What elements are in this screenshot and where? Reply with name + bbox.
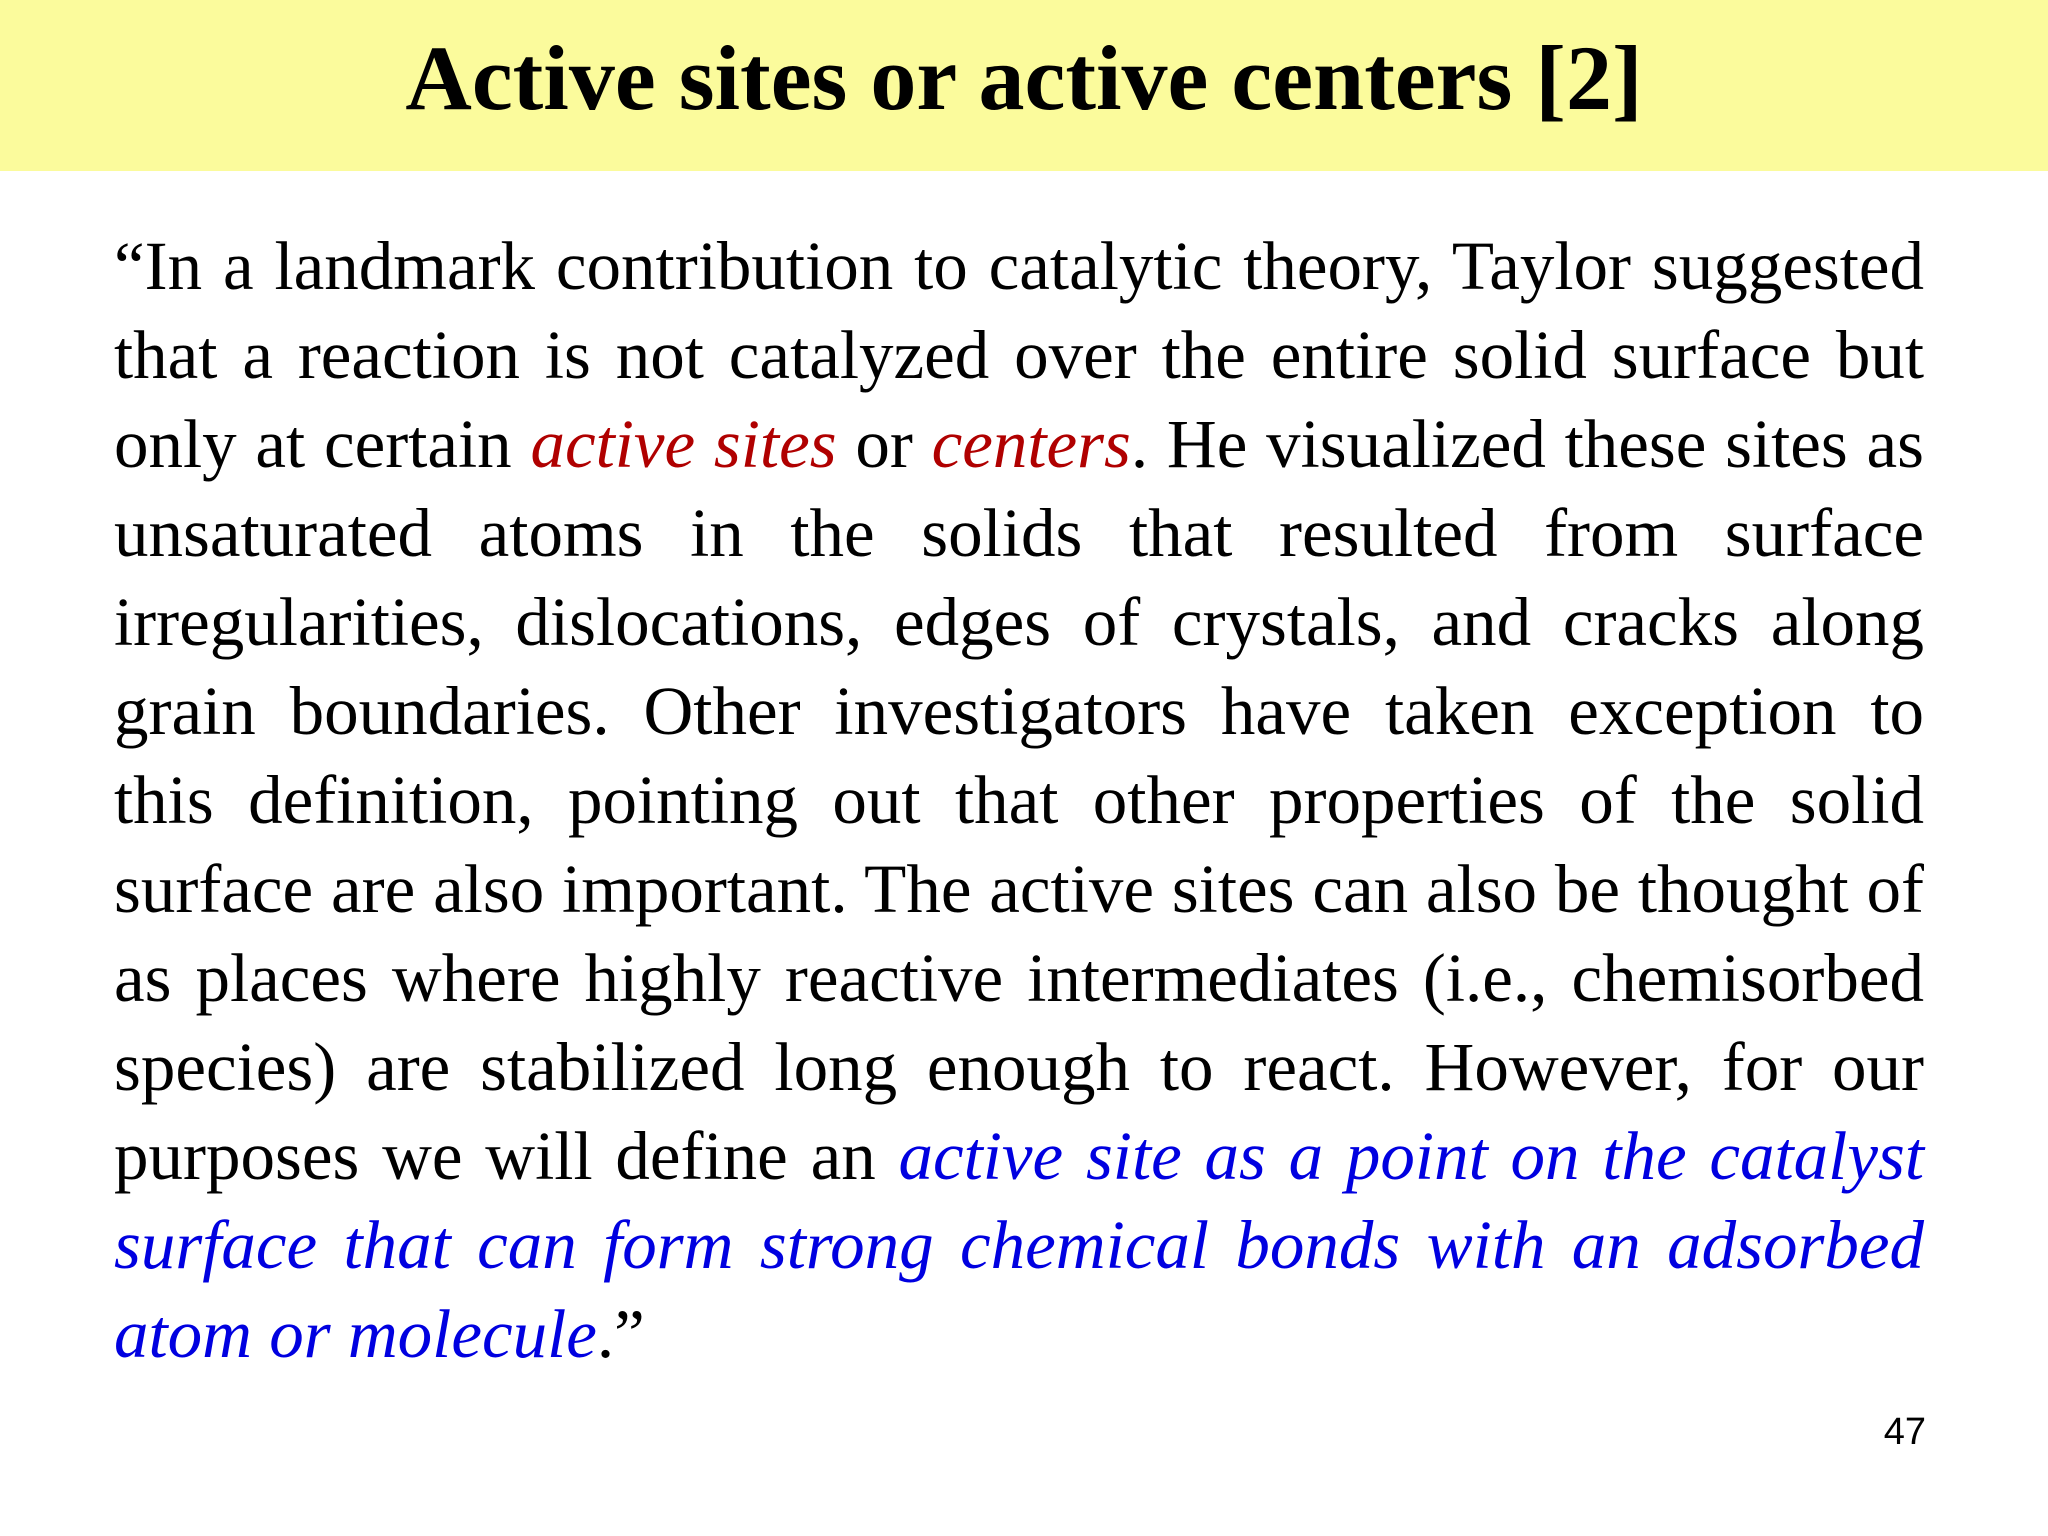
emphasis-centers: centers [931,406,1131,482]
slide-title: Active sites or active centers [2] [405,27,1643,129]
quote-paragraph [114,222,1924,1379]
page-number: 47 [1883,1411,1926,1453]
title-bar [0,0,2048,171]
quote-text-part-1: “In a landmark contribution to catalytic theory, Taylor suggested that a reaction is not catalyzed over the entire solid surface but only at certain [114,228,1924,482]
quote-text-part-3: . He visualized these sites as unsaturated atoms in the solids that resulted from surface irregularities, dislocations, edges of crystals, and cracks along grain boundaries. Other investigators have taken exception to this definition, pointing out that other properties of the solid surface are also important. The active sites can also be thought of as places where highly reactive intermediates (i.e., chemisorbed species) are stabilized long enough to react. However, for our purposes we will define an [114,406,1925,1194]
quote-text-part-4: .” [596,1296,645,1372]
emphasis-active-sites: active sites [530,406,837,482]
quote-text-part-2: or [836,406,932,482]
emphasis-definition: active site as a point on the catalyst surface that can form strong chemical bonds with an adsorbed atom or molecule [114,1118,1924,1372]
